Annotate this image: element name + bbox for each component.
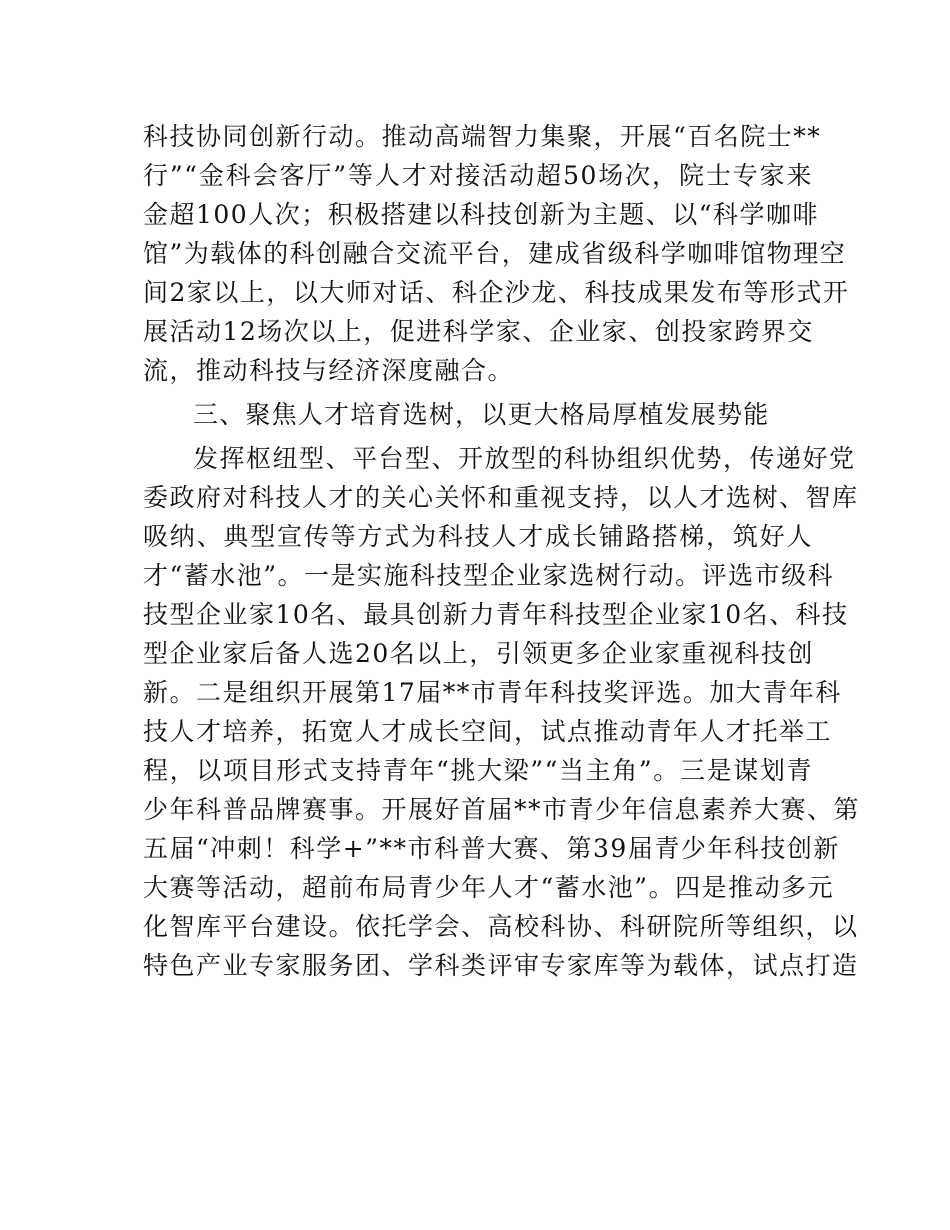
paragraph-1-line-1: 科技协同创新行动。推动高端智力集聚，开展“百名院士** xyxy=(143,122,822,151)
paragraph-2-line-6: 型企业家后备人选20名以上，引领更多企业家重视科技创 xyxy=(143,639,814,668)
paragraph-2-line-8: 技人才培养，拓宽人才成长空间，试点推动青年人才托举工 xyxy=(143,717,833,746)
paragraph-2-line-13: 化智库平台建设。依托学会、高校科协、科研院所等组织，以 xyxy=(143,912,859,941)
paragraph-1-line-3: 金超100人次；积极搭建以科技创新为主题、以“科学咖啡 xyxy=(143,200,820,229)
paragraph-1-line-7: 流，推动科技与经济深度融合。 xyxy=(143,356,515,385)
paragraph-2-line-10: 少年科普品牌赛事。开展好首届**市青少年信息素养大赛、第 xyxy=(143,795,861,824)
paragraph-2 xyxy=(143,439,861,985)
paragraph-2-line-14: 特色产业专家服务团、学科类评审专家库等为载体，试点打造 xyxy=(143,951,859,980)
paragraph-2-line-11: 五届“冲刺！科学+”**市科普大赛、第39届青少年科技创新 xyxy=(143,834,840,863)
paragraph-2-line-1: 发挥枢纽型、平台型、开放型的科协组织优势，传递好党 xyxy=(193,444,856,473)
paragraph-2-line-3: 吸纳、典型宣传等方式为科技人才成长铺路搭梯，筑好人 xyxy=(143,522,813,551)
document-body xyxy=(143,117,861,985)
paragraph-1 xyxy=(143,117,850,390)
paragraph-2-line-9: 程，以项目形式支持青年“挑大梁”“当主角”。三是谋划青 xyxy=(143,756,813,785)
paragraph-2-line-4: 才“蓄水池”。一是实施科技型企业家选树行动。评选市级科 xyxy=(143,561,835,590)
paragraph-1-line-4: 馆”为载体的科创融合交流平台，建成省级科学咖啡馆物理空 xyxy=(143,239,847,268)
paragraph-2-line-2: 委政府对科技人才的关心关怀和重视支持，以人才选树、智库 xyxy=(143,483,859,512)
paragraph-2-line-5: 技型企业家10名、最具创新力青年科技型企业家10名、科技 xyxy=(143,600,849,629)
section-heading-3: 三、聚焦人才培育选树，以更大格局厚植发展势能 xyxy=(193,400,770,429)
paragraph-2-line-12: 大赛等活动，超前布局青少年人才“蓄水池”。四是推动多元 xyxy=(143,873,835,902)
paragraph-1-line-6: 展活动12场次以上，促进科学家、企业家、创投家跨界交 xyxy=(143,317,814,346)
paragraph-1-line-5: 间2家以上，以大师对话、科企沙龙、科技成果发布等形式开 xyxy=(143,278,850,307)
paragraph-2-line-7: 新。二是组织开展第17届**市青年科技奖评选。加大青年科 xyxy=(143,678,842,707)
paragraph-1-line-2: 行”“金科会客厅”等人才对接活动超50场次，院士专家来 xyxy=(143,161,813,190)
